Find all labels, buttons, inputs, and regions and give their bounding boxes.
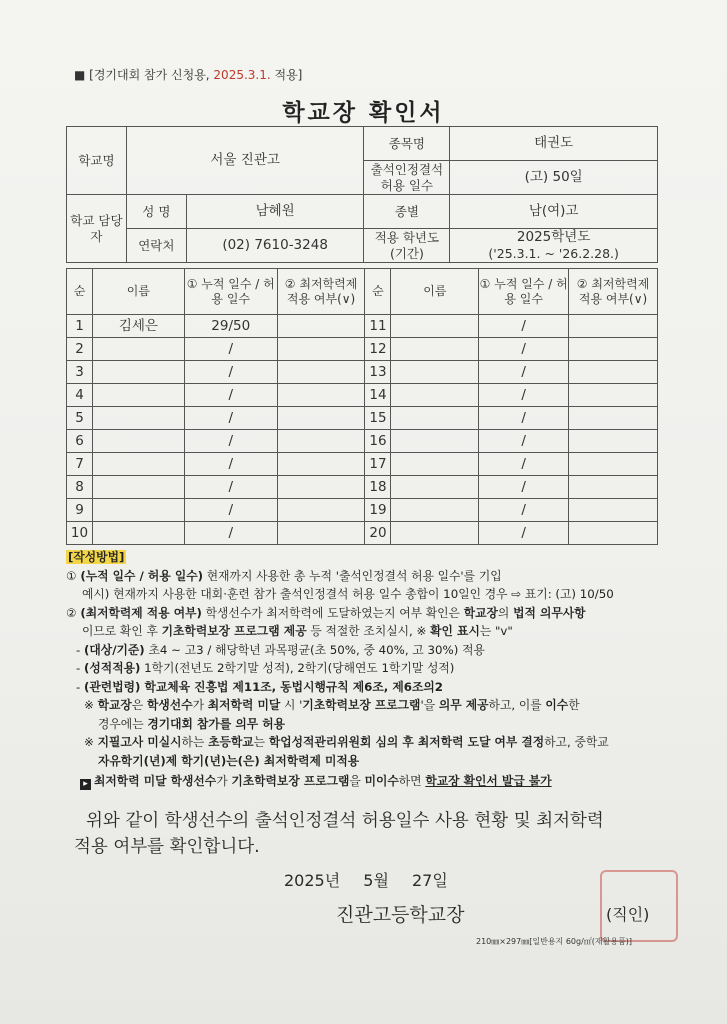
school-label: 학교명 bbox=[67, 127, 127, 195]
allowed-days-label: 출석인정결석 허용 일수 bbox=[364, 161, 450, 195]
row-days: 29/50 bbox=[184, 315, 277, 338]
confirmation-line-1: 위와 같이 학생선수의 출석인정결석 허용일수 사용 현황 및 최저학력 bbox=[86, 811, 604, 831]
row-name bbox=[391, 522, 479, 545]
row-name bbox=[391, 407, 479, 430]
confirmation-text bbox=[74, 808, 674, 860]
guide-line: 예시) 현재까지 사용한 대회·훈련 참가 출석인정결석 허용 일수 총합이 10일인 경우 ⇨ 표기: (고) 10/50 bbox=[82, 587, 614, 601]
row-days: / bbox=[479, 315, 569, 338]
table-row bbox=[67, 407, 658, 430]
row-days: / bbox=[184, 476, 277, 499]
row-min bbox=[277, 315, 365, 338]
col-min-right: ② 최저학력제 적용 여부(∨) bbox=[569, 269, 658, 315]
row-days: / bbox=[479, 361, 569, 384]
header-note-prefix: ■ [경기대회 참가 신청용, bbox=[74, 68, 214, 82]
row-min bbox=[569, 453, 658, 476]
guide-warning: ▸ 최저학력 미달 학생선수가 기초학력보장 프로그램을 미이수하면 학교장 확인서 발급 불가 bbox=[66, 772, 666, 791]
row-no: 20 bbox=[365, 522, 391, 545]
gender-value: 남(여)고 bbox=[450, 195, 658, 229]
seal-label: (직인) bbox=[606, 905, 650, 924]
row-name bbox=[391, 453, 479, 476]
guide-line: 이므로 확인 후 기초학력보장 프로그램 제공 등 적절한 조치실시, ※ 확인 표시는 "v" bbox=[82, 624, 513, 638]
row-days: / bbox=[479, 499, 569, 522]
row-min bbox=[569, 522, 658, 545]
row-no: 1 bbox=[67, 315, 93, 338]
row-name bbox=[92, 430, 184, 453]
allowed-days-value: (고) 50일 bbox=[450, 161, 658, 195]
row-no: 2 bbox=[67, 338, 93, 361]
row-min bbox=[277, 361, 365, 384]
row-no: 18 bbox=[365, 476, 391, 499]
col-days-left: ① 누적 일수 / 허용 일수 bbox=[184, 269, 277, 315]
contact-label: 연락처 bbox=[126, 229, 186, 263]
guide-line: 자유학기(년)제 학기(년)는(은) 최저학력제 미적용 bbox=[98, 753, 360, 768]
row-days: / bbox=[184, 453, 277, 476]
row-min bbox=[277, 476, 365, 499]
arrow-box-icon: ▸ bbox=[80, 779, 91, 790]
table-row bbox=[67, 476, 658, 499]
row-name bbox=[391, 361, 479, 384]
guide-line: ※ 지필고사 미실시하는 초등학교는 학업성적관리위원회 심의 후 최저학력 도달 여부 결정하고, 중학교 bbox=[84, 735, 609, 749]
row-days: / bbox=[184, 499, 277, 522]
header-note-date: 2025.3.1. bbox=[213, 68, 271, 82]
table-row bbox=[67, 453, 658, 476]
info-table bbox=[66, 126, 658, 263]
row-no: 5 bbox=[67, 407, 93, 430]
table-row bbox=[67, 430, 658, 453]
col-min-left: ② 최저학력제 적용 여부(∨) bbox=[277, 269, 365, 315]
school-value: 서울 진관고 bbox=[126, 127, 364, 195]
col-name-left: 이름 bbox=[92, 269, 184, 315]
row-min bbox=[277, 338, 365, 361]
row-name bbox=[92, 499, 184, 522]
row-no: 3 bbox=[67, 361, 93, 384]
row-name bbox=[92, 476, 184, 499]
row-name: 김세은 bbox=[92, 315, 184, 338]
col-no-left: 순 bbox=[67, 269, 93, 315]
col-name-right: 이름 bbox=[391, 269, 479, 315]
year-value bbox=[450, 229, 658, 263]
row-name bbox=[391, 430, 479, 453]
row-min bbox=[277, 407, 365, 430]
row-min bbox=[277, 522, 365, 545]
row-name bbox=[391, 384, 479, 407]
row-no: 10 bbox=[67, 522, 93, 545]
row-min bbox=[277, 453, 365, 476]
contact-value: (02) 7610-3248 bbox=[186, 229, 364, 263]
col-no-right: 순 bbox=[365, 269, 391, 315]
table-row bbox=[67, 522, 658, 545]
gender-label: 종별 bbox=[364, 195, 450, 229]
row-no: 12 bbox=[365, 338, 391, 361]
row-no: 13 bbox=[365, 361, 391, 384]
guide-line: - (관련법령) 학교체육 진흥법 제11조, 동법시행규칙 제6조, 제6조의2 bbox=[76, 679, 443, 694]
row-min bbox=[569, 315, 658, 338]
col-days-right: ① 누적 일수 / 허용 일수 bbox=[479, 269, 569, 315]
guide-line: - (대상/기준) 초4 ~ 고3 / 해당학년 과목평균(초 50%, 중 40%, 고 30%) 적용 bbox=[76, 642, 485, 657]
row-days: / bbox=[184, 407, 277, 430]
row-name bbox=[92, 453, 184, 476]
row-name bbox=[92, 522, 184, 545]
student-table bbox=[66, 268, 658, 545]
row-min bbox=[569, 499, 658, 522]
row-days: / bbox=[479, 453, 569, 476]
row-min bbox=[569, 430, 658, 453]
row-min bbox=[277, 499, 365, 522]
row-no: 15 bbox=[365, 407, 391, 430]
year-label: 적용 학년도 (기간) bbox=[364, 229, 450, 263]
row-no: 16 bbox=[365, 430, 391, 453]
school-head: 진관고등학교장 bbox=[336, 904, 465, 926]
document-title: 학교장 확인서 bbox=[282, 100, 445, 126]
row-no: 19 bbox=[365, 499, 391, 522]
guide-line: ※ 학교장은 학생선수가 최저학력 미달 시 '기초학력보장 프로그램'을 의무 제공하고, 이를 이수한 bbox=[84, 698, 580, 712]
row-no: 4 bbox=[67, 384, 93, 407]
row-min bbox=[277, 430, 365, 453]
row-name bbox=[92, 361, 184, 384]
row-days: / bbox=[479, 384, 569, 407]
row-min bbox=[569, 384, 658, 407]
row-name bbox=[391, 315, 479, 338]
table-row bbox=[67, 361, 658, 384]
row-no: 9 bbox=[67, 499, 93, 522]
year-period: ('25.3.1. ~ '26.2.28.) bbox=[488, 246, 619, 262]
row-name bbox=[391, 338, 479, 361]
row-no: 8 bbox=[67, 476, 93, 499]
guide-line: - (성적적용) 1학기(전년도 2학기말 성적), 2학기(당해연도 1학기말 성적) bbox=[76, 661, 455, 675]
teacher-label: 학교 담당자 bbox=[67, 195, 127, 263]
row-min bbox=[569, 361, 658, 384]
table-row bbox=[67, 499, 658, 522]
row-name bbox=[92, 338, 184, 361]
row-days: / bbox=[479, 338, 569, 361]
header-note bbox=[74, 66, 302, 83]
row-no: 11 bbox=[365, 315, 391, 338]
row-days: / bbox=[184, 522, 277, 545]
guide-line: ① (누적 일수 / 허용 일수) 현재까지 사용한 총 누적 '출석인정결석 허용 일수'를 기입 bbox=[66, 568, 502, 583]
event-label: 종목명 bbox=[364, 127, 450, 161]
table-row bbox=[67, 338, 658, 361]
row-days: / bbox=[479, 522, 569, 545]
confirmation-line-2: 적용 여부를 확인합니다. bbox=[74, 837, 260, 857]
row-days: / bbox=[479, 430, 569, 453]
table-row bbox=[67, 384, 658, 407]
header-note-suffix: 적용] bbox=[270, 68, 303, 82]
row-no: 14 bbox=[365, 384, 391, 407]
row-min bbox=[569, 476, 658, 499]
confirmation-date: 2025년 5월 27일 bbox=[284, 871, 448, 890]
row-days: / bbox=[184, 430, 277, 453]
row-name bbox=[92, 407, 184, 430]
row-days: / bbox=[184, 338, 277, 361]
name-value: 남혜원 bbox=[186, 195, 364, 229]
table-row bbox=[67, 315, 658, 338]
row-name bbox=[92, 384, 184, 407]
row-name bbox=[391, 476, 479, 499]
writing-guide bbox=[66, 548, 666, 791]
row-no: 7 bbox=[67, 453, 93, 476]
row-min bbox=[569, 338, 658, 361]
row-days: / bbox=[184, 384, 277, 407]
paper-spec-footnote: 210㎜×297㎜[일반용지 60g/㎡(재활용품)] bbox=[476, 937, 633, 946]
name-label: 성 명 bbox=[126, 195, 186, 229]
row-no: 6 bbox=[67, 430, 93, 453]
row-days: / bbox=[479, 407, 569, 430]
guide-line: ② (최저학력제 적용 여부) 학생선수가 최저학력에 도달하였는지 여부 확인은 학교장의 법적 의무사항 bbox=[66, 605, 586, 620]
row-min bbox=[277, 384, 365, 407]
row-days: / bbox=[479, 476, 569, 499]
row-name bbox=[391, 499, 479, 522]
guide-heading: [작성방법] bbox=[68, 550, 125, 564]
row-min bbox=[569, 407, 658, 430]
event-value: 태권도 bbox=[450, 127, 658, 161]
row-days: / bbox=[184, 361, 277, 384]
row-no: 17 bbox=[365, 453, 391, 476]
year-value-text: 2025학년도 bbox=[516, 229, 591, 246]
guide-line: 경우에는 경기대회 참가를 의무 허용 bbox=[98, 716, 286, 731]
